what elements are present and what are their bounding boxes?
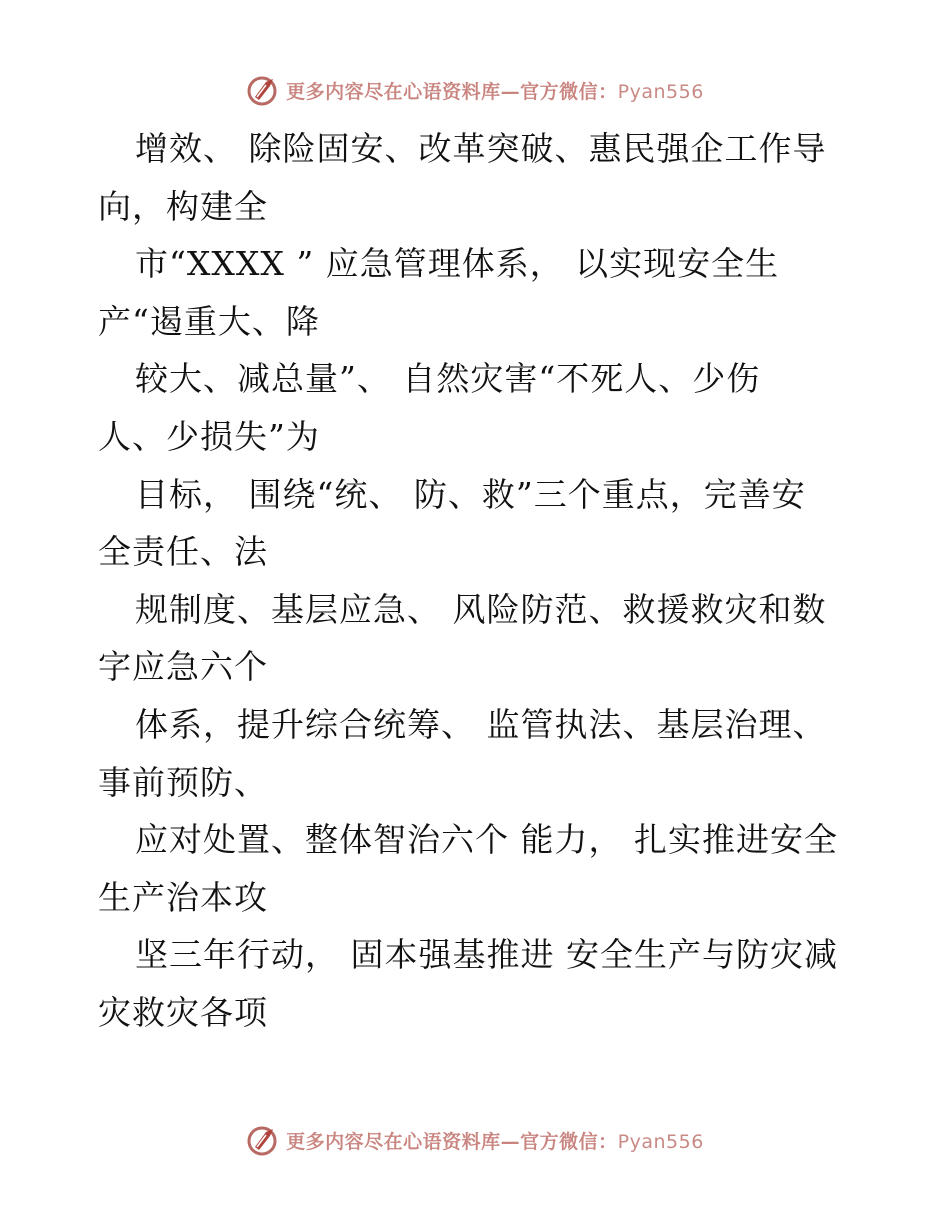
document-body	[98, 120, 888, 1042]
text-line: 体系，提升综合统筹、 监管执法、基层治理、	[135, 704, 827, 744]
text-line: 字应急六个	[98, 647, 268, 687]
watermark-text: 更多内容尽在心语资料库—官方微信：Pyan556	[286, 1130, 704, 1153]
text-line: 人、少损失”为	[98, 416, 320, 456]
text-line: 生产治本攻	[98, 877, 268, 917]
text-line: 规制度、基层应急、 风险防范、救援救灾和数	[135, 589, 827, 629]
text-line: 灾救灾各项	[98, 992, 268, 1032]
text-line: 全责任、法	[98, 532, 268, 572]
footer-watermark	[0, 1120, 950, 1160]
text-line: 事前预防、	[98, 762, 268, 802]
text-line: 增效、 除险固安、改革突破、惠民强企工作导	[135, 129, 827, 168]
pen-nib-circle-icon	[246, 73, 280, 107]
text-line: 较大、减总量”、 自然灾害“不死人、少伤	[135, 359, 761, 399]
text-line: 坚三年行动， 固本强基推进 安全生产与防灾减	[135, 935, 838, 975]
text-line: 应对处置、整体智治六个 能力， 扎实推进安全	[135, 820, 838, 860]
text-line: 向，构建全	[98, 186, 268, 226]
watermark-text: 更多内容尽在心语资料库—官方微信：Pyan556	[286, 80, 704, 103]
text-line: 目标， 围绕“统、 防、救”三个重点，完善安	[135, 474, 806, 514]
header-watermark	[0, 70, 950, 110]
pen-nib-circle-icon	[246, 1123, 280, 1157]
text-line: 产“遏重大、降	[98, 301, 320, 341]
text-line: 市“XXXX ” 应急管理体系， 以实现安全生	[135, 244, 780, 284]
